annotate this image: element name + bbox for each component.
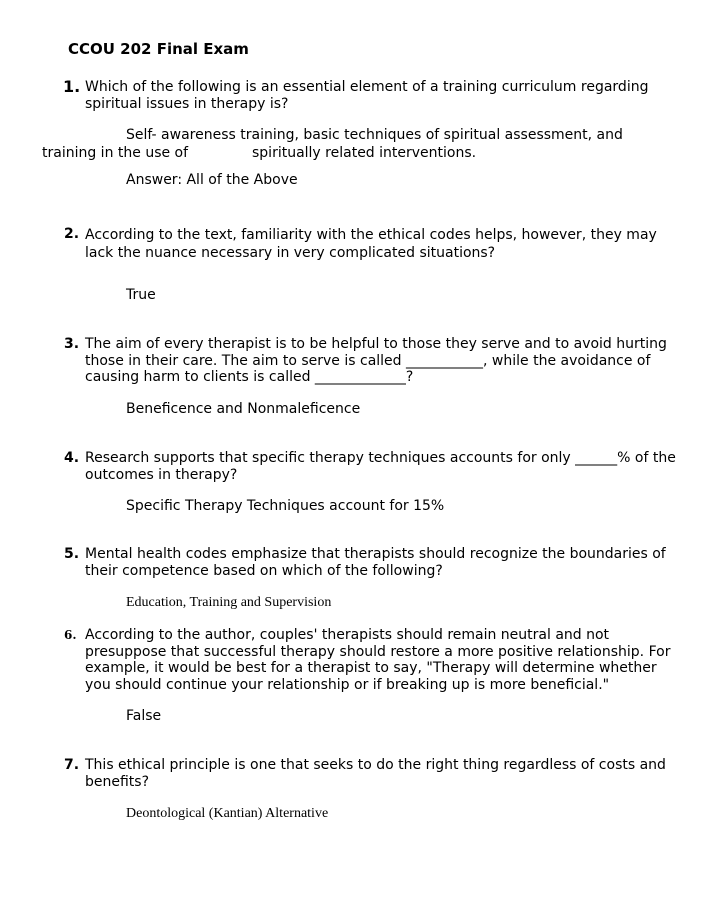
question-text: According to the text, familiarity with the ethical codes helps, however, they may lack the nuance necessary in very complicated situations? bbox=[85, 227, 657, 261]
question-number: 2. bbox=[64, 226, 80, 242]
question-text: Which of the following is an essential element of a training curriculum regarding spiritual issues in therapy is? bbox=[85, 79, 649, 112]
answer-text: False bbox=[126, 708, 162, 724]
question-number: 4. bbox=[64, 450, 80, 466]
question-text: Research supports that specific therapy techniques accounts for only ______% of the outcomes in therapy? bbox=[85, 450, 676, 483]
answer-text: Beneficence and Nonmaleficence bbox=[126, 401, 361, 417]
answer-line: Self- awareness training, basic techniques of spiritual assessment, and bbox=[126, 127, 623, 143]
question-text: This ethical principle is one that seeks to do the right thing regardless of costs and benefits? bbox=[85, 757, 666, 790]
answer-text: True bbox=[126, 287, 156, 303]
answer-text: Education, Training and Supervision bbox=[126, 595, 332, 610]
question-number: 1. bbox=[63, 77, 81, 96]
question-number: 3. bbox=[64, 336, 80, 352]
question-number: 6. bbox=[64, 628, 77, 642]
answer-line: spiritually related interventions. bbox=[252, 145, 477, 161]
answer-text: Deontological (Kantian) Alternative bbox=[126, 806, 329, 821]
question-number: 7. bbox=[64, 757, 80, 773]
question-text: According to the author, couples' therapists should remain neutral and not presuppose that successful therapy should restore a more positive relationship. For example, it would be best for a therapist to say, "Therapy will determine whether you should continue your relationship or if breaking up is more beneficial." bbox=[85, 627, 671, 693]
answer-line: training in the use of bbox=[42, 145, 189, 161]
question-number: 5. bbox=[64, 546, 80, 562]
answer-text: Specific Therapy Techniques account for 15% bbox=[126, 498, 445, 514]
page-title: CCOU 202 Final Exam bbox=[68, 40, 249, 58]
question-text: Mental health codes emphasize that therapists should recognize the boundaries of their competence based on which of the following? bbox=[85, 546, 666, 579]
question-text: The aim of every therapist is to be helpful to those they serve and to avoid hurting those in their care. The aim to serve is called ___________, while the avoidance of causing harm to clients is called _____________? bbox=[85, 336, 667, 385]
answer-text: Answer: All of the Above bbox=[126, 172, 298, 188]
